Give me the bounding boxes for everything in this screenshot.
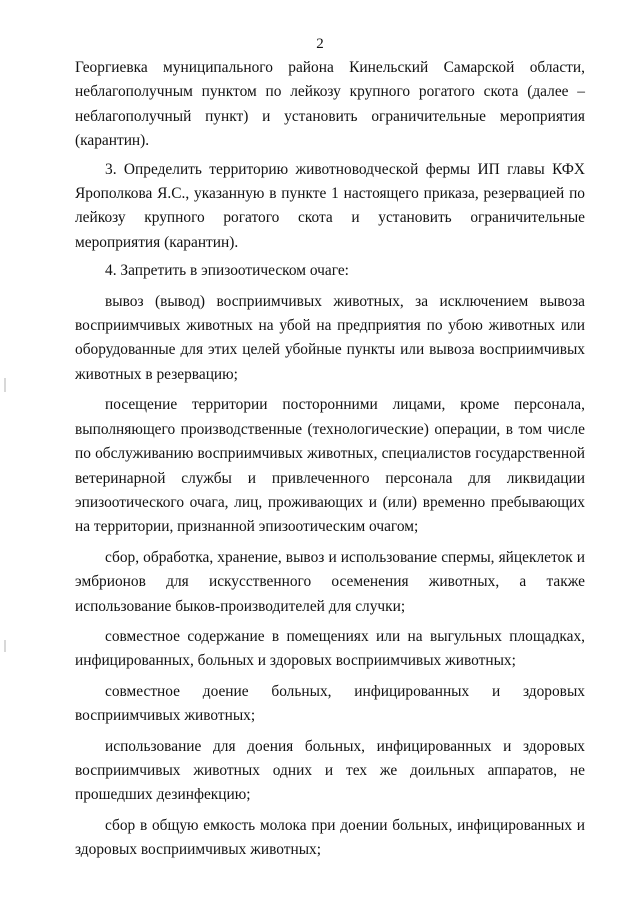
paragraph-item-4: 4. Запретить в эпизоотическом очаге: bbox=[105, 262, 349, 280]
document-body bbox=[75, 56, 585, 863]
paragraph-continued: Георгиевка муниципального района Кинельский Самарской области, неблагополучным пунктом по лейкозу крупного рогатого скота (далее – неблагополучный пункт) и установить ограничительные мероприятия (карантин). bbox=[75, 59, 585, 150]
page-number: 2 bbox=[316, 36, 324, 52]
paragraph-ban-visit: посещение территории посторонними лицами, кроме персонала, выполняющего производственные (технологические) операции, в том числе по обслуживанию восприимчивых животных, специалистов государственной ветеринарной службы и привлеченного персонала для ликвидации эпизоотического очага, лиц, проживающих и (или) временно пребывающих на территории, признанной эпизоотическим очагом; bbox=[75, 396, 585, 536]
scan-margin-mark bbox=[4, 378, 6, 392]
paragraph-ban-milking: совместное доение больных, инфицированных и здоровых восприимчивых животных; bbox=[75, 682, 585, 725]
paragraph-ban-export: вывоз (вывод) восприимчивых животных, за исключением вывоза восприимчивых животных на убой на предприятия по убою животных или оборудованные для этих целей убойные пункты или вывоза восприимчивых животных в резервацию; bbox=[75, 292, 585, 383]
paragraph-ban-milk-tank: сбор в общую емкость молока при доении больных, инфицированных и здоровых восприимчивых животных; bbox=[75, 816, 585, 859]
paragraph-ban-apparatus: использование для доения больных, инфицированных и здоровых восприимчивых животных одних и тех же доильных аппаратов, не прошедших дезинфекцию; bbox=[75, 737, 585, 804]
scan-margin-mark bbox=[4, 640, 6, 652]
paragraph-ban-sperm: сбор, обработка, хранение, вывоз и использование спермы, яйцеклеток и эмбрионов для искусственного осеменения животных, а также использование быков-производителей для случки; bbox=[75, 548, 585, 615]
paragraph-ban-keeping: совместное содержание в помещениях или на выгульных площадках, инфицированных, больных и здоровых восприимчивых животных; bbox=[75, 627, 585, 670]
paragraph-item-3: 3. Определить территорию животноводческой фермы ИП главы КФХ Ярополкова Я.С., указанную в пункте 1 настоящего приказа, резервацией по лейкозу крупного рогатого скота и установить ограничительные мероприятия (карантин). bbox=[75, 160, 585, 251]
